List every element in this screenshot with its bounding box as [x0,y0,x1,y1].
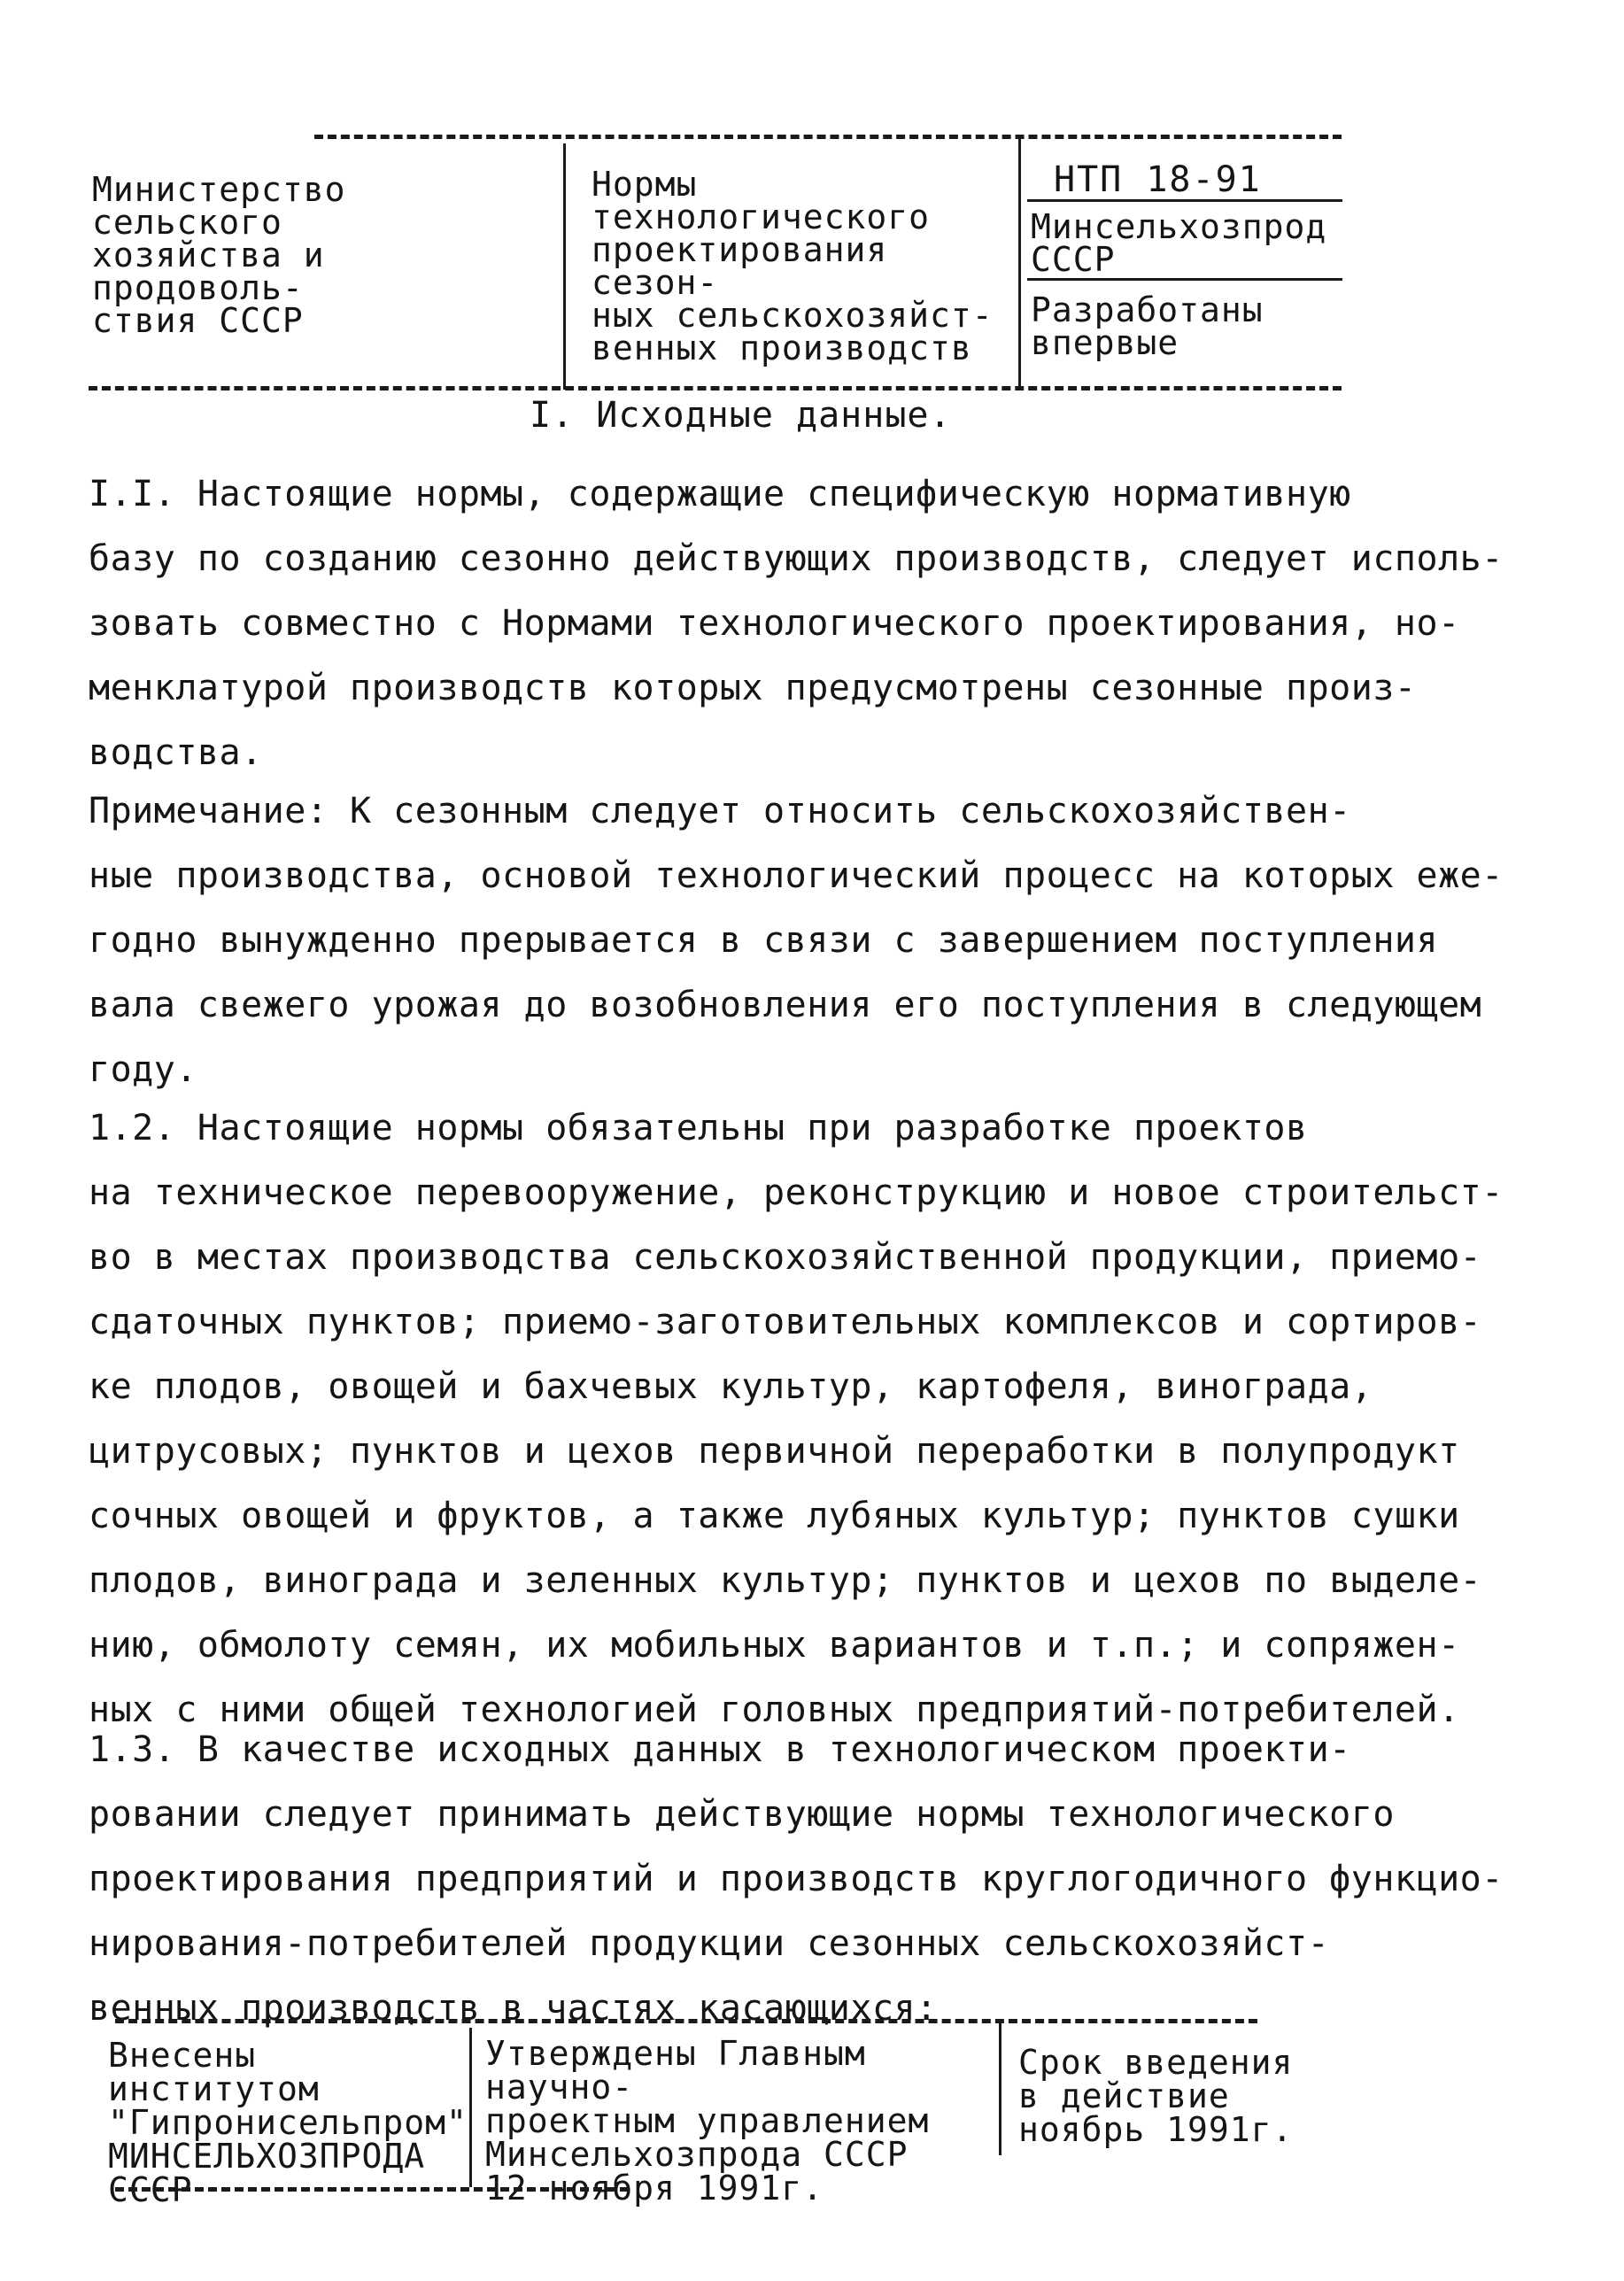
text-line: проектирования предприятий и производств круглогодичного функцио- [89,1859,1504,1899]
paragraph-1-2 [89,1096,1504,1743]
document-title: Нормы технологического проектирования сезон- ных сельскохозяйст- венных производств [592,165,994,367]
text-line: ных с ними общей технологией головных предприятий-потребителей. [89,1689,1460,1730]
approved-by: Утверждены Главным научно- проектным управлением Минсельхозпрода СССР 12 ноября 1991г. [485,2034,930,2208]
header-divider-1 [563,143,566,390]
footer-top-rule [115,2019,1257,2023]
text-line: нию, обмолоту семян, их мобильных вариантов и т.п.; и сопряжен- [89,1625,1460,1666]
text-line: зовать совместно с Нормами технологического проектирования, но- [89,603,1460,644]
text-line: 1.3. В качестве исходных данных в технологическом проекти- [89,1729,1351,1770]
note-paragraph [89,779,1504,1102]
paragraph-1-1 [89,462,1504,785]
header-divider-2 [1018,135,1021,390]
ministry-name: Министерство сельского хозяйства и продоволь- ствия СССР [92,170,346,340]
submitted-by: Внесены институтом "Гипронисельпром" МИНСЕЛЬХОЗПРОДА СССР [108,2036,468,2209]
document-code: НТП 18-91 [1054,159,1262,200]
document-status: Разработаны впервые [1031,290,1264,362]
header-top-rule [314,135,1342,139]
text-line: цитрусовых; пунктов и цехов первичной переработки в полупродукт [89,1431,1460,1472]
footer-bottom-rule [115,2187,629,2192]
text-line: Примечание: К сезонным следует относить сельскохозяйствен- [89,791,1351,831]
footer-divider-1 [469,2028,472,2187]
agency-underline [1027,278,1342,281]
text-line: ные производства, основой технологический процесс на которых еже- [89,855,1504,896]
text-line: на техническое перевооружение, реконструкцию и новое строительст- [89,1172,1504,1213]
text-line: ровании следует принимать действующие нормы технологического [89,1794,1395,1835]
section-title: I. Исходные данные. [530,395,952,436]
text-line: сдаточных пунктов; приемо-заготовительных комплексов и сортиров- [89,1302,1482,1342]
text-line: во в местах производства сельскохозяйственной продукции, приемо- [89,1237,1482,1278]
text-line: вала свежего урожая до возобновления его поступления в следующем [89,985,1482,1025]
code-underline [1027,199,1342,202]
text-line: нирования-потребителей продукции сезонных сельскохозяйст- [89,1923,1330,1964]
text-line: венных производств в частях касающихся: [89,1988,938,2029]
header-bottom-rule [89,386,1342,390]
text-line: годно вынужденно прерывается в связи с завершением поступления [89,920,1439,961]
text-line: 1.2. Настоящие нормы обязательны при разработке проектов [89,1108,1308,1148]
agency-name: Минсельхозпрод СССР [1031,207,1327,279]
text-line: водства. [89,732,263,773]
paragraph-1-3 [89,1718,1504,2041]
text-line: плодов, винограда и зеленных культур; пунктов и цехов по выделе- [89,1560,1482,1601]
footer-divider-2 [999,2022,1001,2155]
text-line: сочных овощей и фруктов, а также лубяных культур; пунктов сушки [89,1496,1460,1536]
text-line: ке плодов, овощей и бахчевых культур, картофеля, винограда, [89,1366,1373,1407]
text-line: I.I. Настоящие нормы, содержащие специфическую нормативную [89,474,1351,514]
effective-date: Срок введения в действие ноябрь 1991г. [1018,2043,1294,2149]
text-line: менклатурой производств которых предусмотрены сезонные произ- [89,668,1417,708]
text-line: году. [89,1049,197,1090]
text-line: базу по созданию сезонно действующих производств, следует исполь- [89,538,1504,579]
